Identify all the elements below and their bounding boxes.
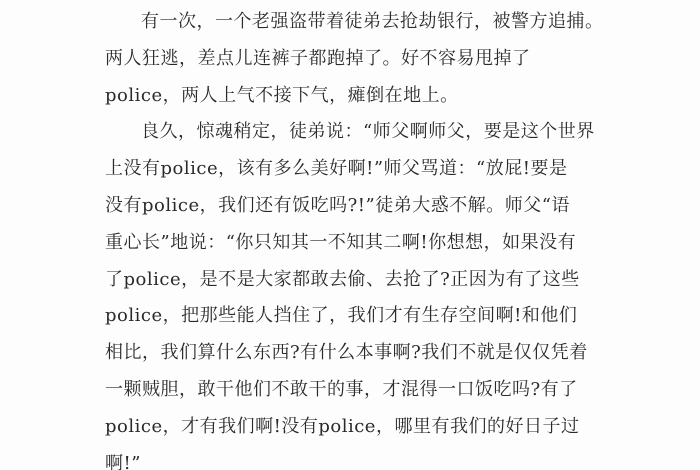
paragraph-2-line-5: 了police，是不是大家都敢去偷、去抢了?正因为有了这些 [105,268,580,290]
document-text [105,4,604,470]
paragraph-1-line-2: 两人狂逃，差点儿连裤子都跑掉了。好不容易甩掉了 [105,47,531,69]
paragraph-1-line-1: 有一次，一个老强盗带着徒弟去抢劫银行，被警方追捕。 [141,11,604,32]
paragraph-2-line-7: 相比，我们算什么东西?有什么本事啊?我们不就是仅仅凭着 [105,342,588,364]
paragraph-2-line-4: 重心长”地说：“你只知其一不知其二啊!你想想，如果没有 [105,231,577,253]
paragraph-1-line-3: police，两人上气不接下气，瘫倒在地上。 [105,84,459,106]
paragraph-2-line-3: 没有police，我们还有饭吃吗?!”徒弟大惑不解。师父“语 [105,194,570,216]
paragraph-2-line-9: police，才有我们啊!没有police，哪里有我们的好日子过 [105,415,580,437]
paragraph-2-line-8: 一颗贼胆，敢干他们不敢干的事，才混得一口饭吃吗?有了 [105,378,578,400]
paragraph-2-line-10: 啊!” [105,452,141,470]
paragraph-2-line-6: police，把那些能人挡住了，我们才有生存空间啊!和他们 [105,305,578,327]
paragraph-2-line-1: 良久，惊魂稍定，徒弟说：“师父啊师父，要是这个世界 [141,121,595,143]
paragraph-2-line-2: 上没有police，该有多么美好啊!”师父骂道：“放屁!要是 [105,158,568,180]
